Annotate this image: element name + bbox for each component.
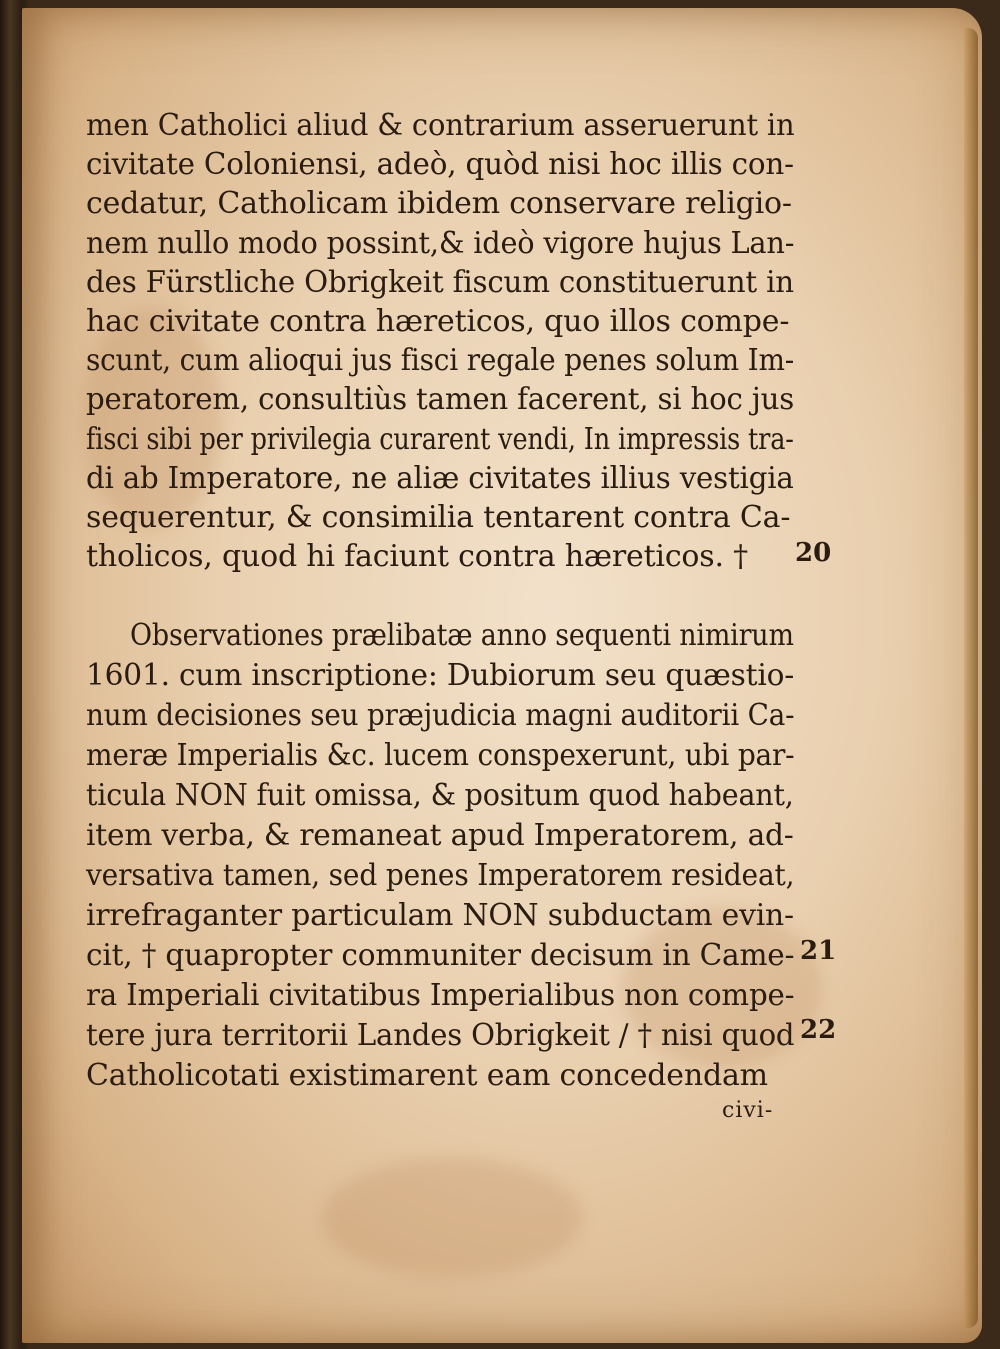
text-line: versativa tamen, sed penes Imperatorem resideat, [86,858,795,893]
text-line: Catholicotati existimarent eam concedendam [86,1058,768,1093]
text-line: num decisiones seu præjudicia magni auditorii Ca- [86,698,795,733]
page-edge [964,28,978,1328]
text-line: Observationes prælibatæ anno sequenti nimirum [130,618,794,653]
text-line: peratorem, consultiùs tamen facerent, si hoc jus [86,382,795,417]
catchword: civi- [722,1098,774,1123]
margin-number: 20 [795,538,832,568]
text-line: ra Imperiali civitatibus Imperialibus non compe- [86,978,795,1013]
text-line: ticula NON fuit omissa, & positum quod habeant, [86,778,794,813]
text-line: meræ Imperialis &c. lucem conspexerunt, ubi par- [86,738,795,773]
text-line: cit, † quapropter communiter decisum in Came- [86,938,795,973]
text-line: tholicos, quod hi faciunt contra hæreticos. † [86,539,748,574]
text-line: sequerentur, & consimilia tentarent contra Ca- [86,500,791,535]
text-line: irrefraganter particulam NON subductam evin- [86,898,794,933]
text-line: di ab Imperatore, ne aliæ civitates illius vestigia [86,461,794,496]
text-line: civitate Coloniensi, adeò, quòd nisi hoc illis con- [86,147,794,182]
text-line: fisci sibi per privilegia curarent vendi, In impressis tra- [86,422,794,457]
text-line: item verba, & remaneat apud Imperatorem, ad- [86,818,794,853]
text-line: men Catholici aliud & contrarium asseruerunt in [86,108,795,143]
text-line: scunt, cum alioqui jus fisci regale penes solum Im- [86,343,795,378]
text-line: nem nullo modo possint,& ideò vigore hujus Lan- [86,226,795,261]
text-line: cedatur, Catholicam ibidem conservare religio- [86,186,792,221]
text-line: des Fürstliche Obrigkeit fiscum constituerunt in [86,265,794,300]
text-line: 1601. cum inscriptione: Dubiorum seu quæstio- [86,658,795,693]
margin-number: 22 [800,1015,837,1045]
text-line: hac civitate contra hæreticos, quo illos compe- [86,304,790,339]
margin-number: 21 [800,936,837,966]
stain [322,1158,582,1278]
text-line: tere jura territorii Landes Obrigkeit / † nisi quod [86,1018,795,1053]
